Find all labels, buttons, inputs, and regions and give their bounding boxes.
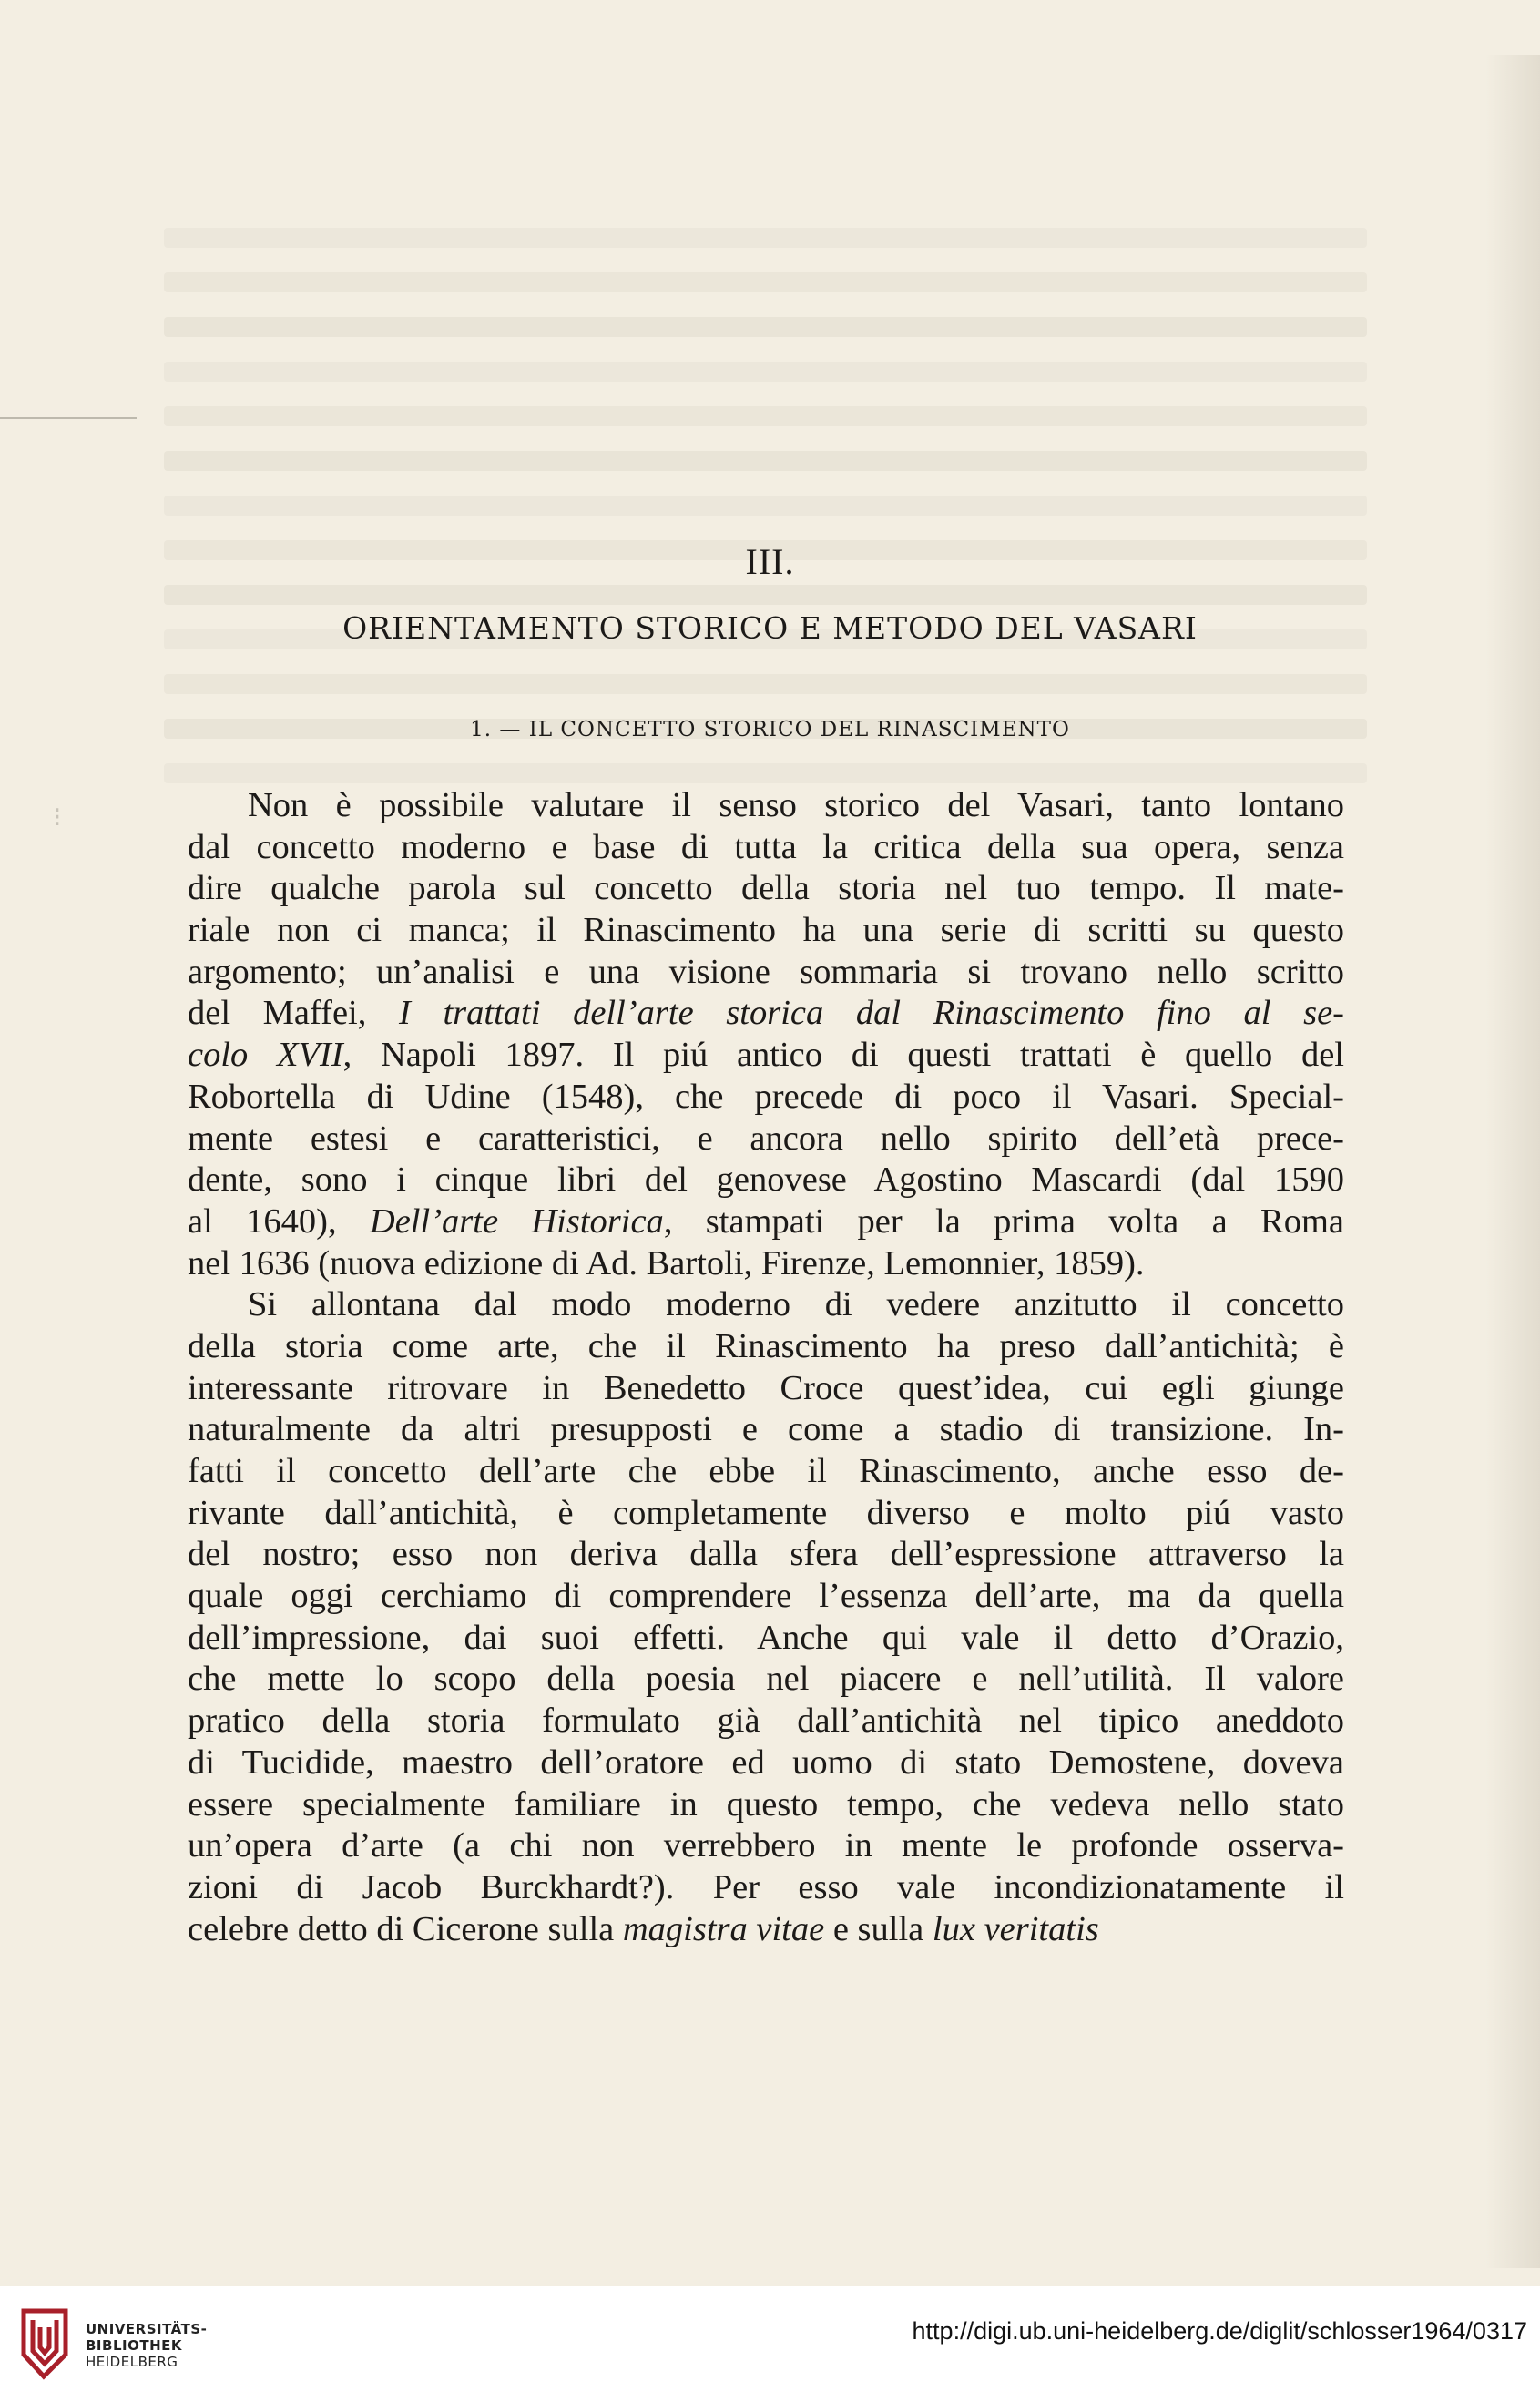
text-run: nel 1636 (nuova edizione di Ad. Bartoli, Firenze, Lemonnier, 1859). (188, 1243, 1145, 1283)
text-run: interessante ritrovare in Benedetto Croce quest’idea, cui egli giunge (188, 1368, 1344, 1407)
text-line (188, 1368, 1344, 1410)
margin-rule-mark (0, 417, 137, 419)
section-title: 1. — IL CONCETTO STORICO DEL RINASCIMENTO (470, 718, 1070, 741)
text-run: celebre detto di Cicerone sulla (188, 1909, 623, 1948)
text-run: , Napoli 1897. Il piú antico di questi trattati è quello del (342, 1036, 1344, 1075)
italic-title: Dell’arte Historica (369, 1201, 664, 1241)
bleed-line (164, 674, 1367, 694)
italic-title: I trattati dell’arte storica dal Rinascimento fino al se- (399, 994, 1344, 1033)
chapter-number: III. (745, 541, 795, 582)
text-line (188, 1035, 1344, 1077)
text-run: essere specialmente familiare in questo tempo, che vedeva nello stato (188, 1784, 1344, 1824)
text-run: zioni di Jacob Burckhardt?). Per esso vale incondizionatamente il (188, 1867, 1344, 1906)
text-line (188, 1326, 1344, 1368)
text-run: dire qualche parola sul concetto della storia nel tuo tempo. Il mate- (188, 869, 1344, 908)
bleed-line (164, 763, 1367, 783)
text-line (188, 1284, 1344, 1326)
text-line (188, 1909, 1344, 1951)
bleed-line (164, 317, 1367, 337)
library-name-line-1: UNIVERSITÄTS- (86, 2321, 208, 2337)
text-line (188, 1576, 1344, 1618)
text-line (188, 1534, 1344, 1576)
bleed-line (164, 362, 1367, 382)
library-logo-icon[interactable] (16, 2302, 73, 2386)
library-name (86, 2321, 207, 2370)
text-run: un’opera d’arte (a chi non verrebbero in mente le profonde osserva- (188, 1826, 1344, 1865)
text-run: del Maffei, (188, 994, 400, 1033)
text-run: del nostro; esso non deriva dalla sfera dell’espressione attraverso la (188, 1535, 1344, 1574)
text-run: di Tucidide, maestro dell’oratore ed uomo di stato Demostene, doveva (188, 1743, 1344, 1782)
text-run: al 1640), (188, 1201, 370, 1241)
text-line (188, 1201, 1344, 1243)
text-run: Robortella di Udine (1548), che precede di poco il Vasari. Special- (188, 1077, 1344, 1116)
text-line (188, 1077, 1344, 1119)
text-line (188, 1659, 1344, 1701)
text-run: rivante dall’antichità, è completamente diverso e molto piú vasto (188, 1493, 1344, 1532)
text-run: , stampati per la prima volta a Roma (663, 1201, 1344, 1241)
text-run: quale oggi cerchiamo di comprendere l’essenza dell’arte, ma da quella (188, 1577, 1344, 1616)
text-line (188, 1493, 1344, 1535)
text-run: Si allontana dal modo moderno di vedere anzitutto il concetto (248, 1285, 1344, 1324)
text-line (188, 785, 1344, 827)
text-run: dal concetto moderno e base di tutta la critica della sua opera, senza (188, 827, 1344, 866)
text-line (188, 1243, 1344, 1285)
text-line (188, 1743, 1344, 1784)
text-line (188, 1618, 1344, 1660)
library-name-line-3: HEIDELBERG (86, 2354, 178, 2370)
page-edge-shadow (1485, 55, 1540, 2268)
body-text (188, 785, 1344, 1950)
bleed-line (164, 406, 1367, 426)
bleed-line (164, 585, 1367, 605)
italic-title: lux veritatis (932, 1909, 1099, 1948)
text-line (188, 1160, 1344, 1201)
text-line (188, 952, 1344, 994)
italic-title: magistra vitae (622, 1909, 825, 1948)
text-line (188, 1825, 1344, 1867)
text-line (188, 1867, 1344, 1909)
text-run: pratico della storia formulato già dall’antichità nel tipico aneddoto (188, 1702, 1344, 1741)
text-run: argomento; un’analisi e una visione sommaria si trovano nello scritto (188, 952, 1344, 991)
text-run: naturalmente da altri presupposti e come a stadio di transizione. In- (188, 1410, 1344, 1449)
text-line (188, 868, 1344, 910)
text-line (188, 827, 1344, 869)
text-line (188, 1409, 1344, 1451)
text-run: riale non ci manca; il Rinascimento ha una serie di scritti su questo (188, 911, 1344, 950)
bleed-line (164, 451, 1367, 471)
text-line (188, 1701, 1344, 1743)
text-run: fatti il concetto dell’arte che ebbe il Rinascimento, anche esso de- (188, 1452, 1344, 1490)
library-name-line-2: BIBLIOTHEK (86, 2337, 182, 2354)
margin-pencil-mark: ⁝ (53, 802, 62, 833)
text-run: della storia come arte, che il Rinascimento ha preso dall’antichità; è (188, 1326, 1344, 1365)
text-run: che mette lo scopo della poesia nel piacere e nell’utilità. Il valore (188, 1660, 1344, 1699)
text-run: mente estesi e caratteristici, e ancora nello spirito dell’età prece- (188, 1119, 1344, 1158)
bleed-line (164, 228, 1367, 248)
bleed-line (164, 496, 1367, 516)
text-run: dente, sono i cinque libri del genovese Agostino Mascardi (dal 1590 (188, 1160, 1344, 1200)
italic-title: colo XVII (188, 1036, 343, 1075)
text-line (188, 993, 1344, 1035)
source-url-link[interactable]: http://digi.ub.uni-heidelberg.de/diglit/schlosser1964/0317 (912, 2317, 1527, 2345)
chapter-title: ORIENTAMENTO STORICO E METODO DEL VASARI (342, 610, 1198, 646)
text-line (188, 1119, 1344, 1160)
text-line (188, 910, 1344, 952)
text-line (188, 1784, 1344, 1826)
bleed-line (164, 272, 1367, 292)
text-run: dell’impressione, dai suoi effetti. Anche qui vale il detto d’Orazio, (188, 1618, 1344, 1657)
text-line (188, 1451, 1344, 1493)
text-run: Non è possibile valutare il senso storico del Vasari, tanto lontano (248, 786, 1344, 824)
text-run: e sulla (824, 1909, 933, 1948)
